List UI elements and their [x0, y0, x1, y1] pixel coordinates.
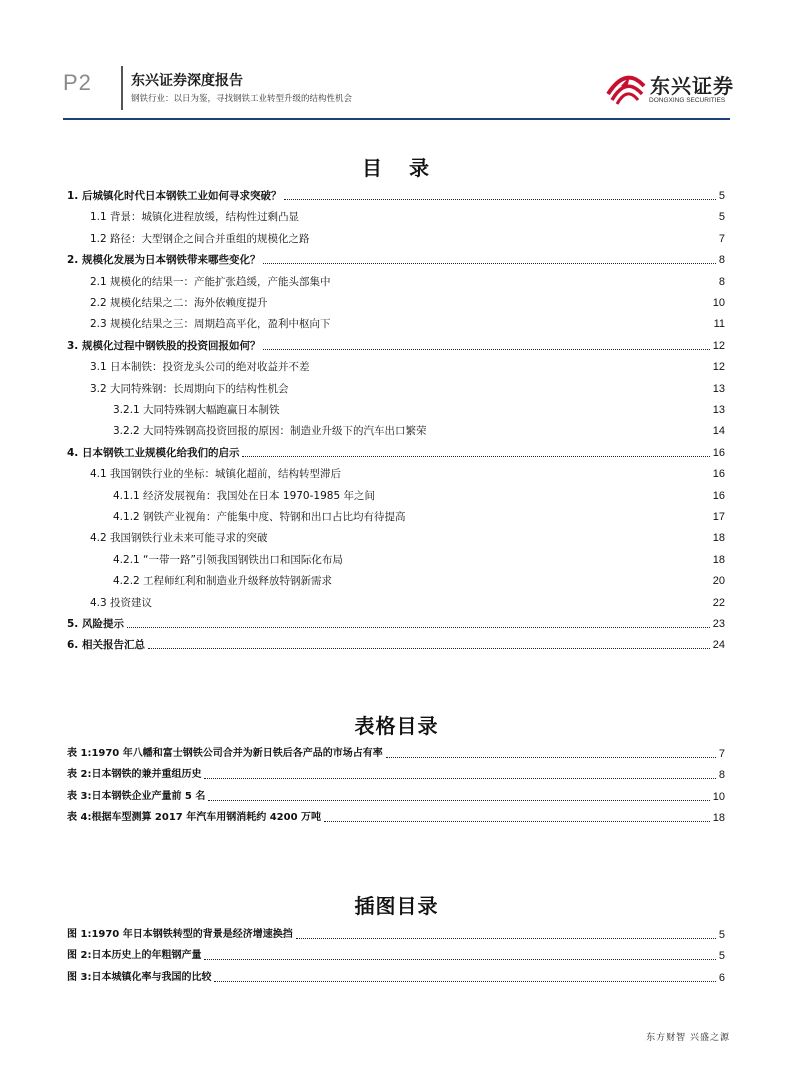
- toc-entry-page: 12: [712, 361, 725, 374]
- page-number: P2: [63, 70, 92, 95]
- toc-entry[interactable]: [67, 615, 725, 631]
- toc-entry[interactable]: [90, 294, 725, 310]
- figure-list-entry-page: 6: [718, 971, 725, 984]
- toc-entry[interactable]: [67, 444, 725, 460]
- dot-leader: [263, 263, 715, 264]
- toc-entry-page: 8: [718, 275, 725, 288]
- figure-list-entry-text: 图 1:1970 年日本钢铁转型的背景是经济增速换挡: [67, 929, 293, 940]
- dot-leader: [242, 456, 709, 457]
- table-list-entry[interactable]: [67, 745, 725, 761]
- figure-list-entry[interactable]: [67, 926, 725, 942]
- toc-entry[interactable]: [113, 572, 725, 588]
- table-list-entry[interactable]: [67, 809, 725, 825]
- table-list-entry[interactable]: [67, 766, 725, 782]
- table-list-entry-text: 表 1:1970 年八幡和富士钢铁公司合并为新日铁后各产品的市场占有率: [67, 748, 383, 759]
- toc-entry-text: 4.2.1 “一带一路”引领我国钢铁出口和国际化布局: [113, 553, 343, 566]
- toc-entry-text: 4.1.1 经济发展视角：我国处在日本 1970-1985 年之间: [113, 489, 375, 502]
- footer-slogan: 东方财智 兴盛之源: [646, 1033, 730, 1043]
- table-list-entry-page: 8: [718, 769, 725, 782]
- table-list-entry-text: 表 2:日本钢铁的兼并重组历史: [67, 769, 202, 781]
- toc-entry-page: 5: [718, 190, 725, 202]
- toc-entry-page: 20: [712, 575, 725, 588]
- toc-entry-text: 2. 规模化发展为日本钢铁带来哪些变化？: [67, 254, 261, 267]
- figure-list-entry[interactable]: [67, 947, 725, 963]
- toc-entry-page: 22: [712, 596, 725, 609]
- toc-entry-page: 24: [712, 639, 725, 652]
- logo-en-text: DONGXING SECURITIES: [649, 97, 726, 104]
- toc-entry-page: 7: [718, 232, 725, 245]
- toc-entry-page: 5: [718, 211, 725, 224]
- toc-entry[interactable]: [90, 358, 725, 374]
- dongxing-emblem-icon: [604, 64, 648, 108]
- toc-entry[interactable]: [90, 315, 725, 331]
- toc-entry-text: 4.1.2 钢铁产业视角：产能集中度、特钢和出口占比均有待提高: [113, 511, 406, 523]
- logo-cn-text: 东兴证券: [650, 74, 734, 98]
- dot-leader: [214, 981, 715, 982]
- toc-entry-text: 5. 风险提示: [67, 618, 124, 630]
- toc-entry-page: 23: [712, 618, 725, 630]
- toc-entry[interactable]: [67, 337, 725, 353]
- toc-entry[interactable]: [113, 551, 725, 567]
- dot-leader: [386, 757, 716, 758]
- table-list-entry-page: 7: [718, 748, 725, 760]
- toc-entry-page: 16: [712, 489, 725, 502]
- toc-entry[interactable]: [67, 187, 725, 203]
- toc-entry-text: 1. 后城镇化时代日本钢铁工业如何寻求突破？: [67, 190, 282, 202]
- toc-entry-text: 2.3 规模化结果之三：周期趋高平化，盈利中枢向下: [90, 318, 331, 331]
- toc-entry-page: 10: [712, 297, 725, 309]
- toc-entry-text: 4.1 我国钢铁行业的坐标：城镇化超前，结构转型滞后: [90, 468, 342, 481]
- figure-list-entry[interactable]: [67, 969, 725, 985]
- report-title: 东兴证券深度报告: [131, 73, 243, 89]
- toc-entry[interactable]: [113, 508, 725, 524]
- table-list-entry-text: 表 3:日本钢铁企业产量前 5 名: [67, 790, 206, 802]
- toc-entry[interactable]: [90, 273, 725, 289]
- toc-entry[interactable]: [90, 594, 725, 610]
- toc-entry[interactable]: [90, 208, 725, 224]
- toc-title: 目 录: [362, 156, 439, 180]
- toc-entry-text: 3. 规模化过程中钢铁股的投资回报如何？: [67, 339, 261, 352]
- toc-entry-text: 3.2 大同特殊钢：长周期向下的结构性机会: [90, 382, 289, 395]
- dot-leader: [127, 627, 710, 628]
- table-list-entry-text: 表 4:根据车型测算 2017 年汽车用钢消耗约 4200 万吨: [67, 811, 322, 823]
- toc-entry-page: 18: [712, 532, 725, 545]
- toc-entry-page: 13: [712, 382, 725, 395]
- toc-entry-text: 3.1 日本制铁：投资龙头公司的绝对收益并不差: [90, 361, 310, 374]
- toc-entry-page: 8: [718, 254, 725, 267]
- toc-entry-text: 3.2.1 大同特殊钢大幅跑赢日本制铁: [113, 404, 280, 416]
- header-divider: [121, 66, 123, 110]
- toc-entry[interactable]: [67, 251, 725, 267]
- dongxing-logo: [604, 64, 744, 112]
- table-list-entry[interactable]: [67, 788, 725, 804]
- figure-list-entry-text: 图 2:日本历史上的年粗钢产量: [67, 950, 202, 962]
- dot-leader: [208, 800, 709, 801]
- toc-entry[interactable]: [90, 529, 725, 545]
- table-list-entry-page: 18: [712, 811, 725, 824]
- toc-entry[interactable]: [67, 636, 725, 652]
- figure-list-entry-page: 5: [718, 929, 725, 941]
- toc-entry-text: 4.3 投资建议: [90, 596, 153, 609]
- figure-list-entry-text: 图 3:日本城镇化率与我国的比较: [67, 971, 212, 983]
- dot-leader: [148, 648, 710, 649]
- toc-entry-page: 16: [712, 468, 725, 481]
- dot-leader: [324, 821, 710, 822]
- dot-leader: [263, 349, 709, 350]
- toc-entry-page: 13: [712, 404, 725, 416]
- dot-leader: [284, 199, 715, 200]
- toc-entry-text: 2.2 规模化结果之二：海外依赖度提升: [90, 297, 268, 309]
- toc-entry-page: 18: [712, 553, 725, 566]
- toc-entry-text: 1.2 路径：大型钢企之间合并重组的规模化之路: [90, 232, 310, 245]
- toc-entry-text: 6. 相关报告汇总: [67, 639, 145, 652]
- toc-entry[interactable]: [113, 487, 725, 503]
- toc-entry-page: 12: [712, 339, 725, 352]
- toc-entry[interactable]: [90, 230, 725, 246]
- tables-title: 表格目录: [354, 714, 439, 738]
- toc-entry-text: 4.2.2 工程师红利和制造业升级释放特钢新需求: [113, 575, 333, 588]
- toc-entry-text: 2.1 规模化的结果一：产能扩张趋缓，产能头部集中: [90, 275, 331, 288]
- header-rule: [63, 118, 730, 120]
- toc-entry-text: 4. 日本钢铁工业规模化给我们的启示: [67, 446, 240, 459]
- toc-entry[interactable]: [90, 465, 725, 481]
- report-subtitle: 钢铁行业：以日为鉴，寻找钢铁工业转型升级的结构性机会: [131, 94, 353, 104]
- figure-list-entry-page: 5: [718, 950, 725, 963]
- toc-entry-page: 11: [713, 318, 725, 331]
- toc-entry-page: 17: [712, 511, 725, 523]
- toc-entry-text: 4.2 我国钢铁行业未来可能寻求的突破: [90, 532, 268, 545]
- dot-leader: [296, 938, 716, 939]
- toc-entry[interactable]: [113, 401, 725, 417]
- toc-entry-text: 1.1 背景：城镇化进程放缓，结构性过剩凸显: [90, 211, 300, 224]
- toc-entry[interactable]: [113, 422, 725, 438]
- toc-entry[interactable]: [90, 380, 725, 396]
- dot-leader: [204, 959, 715, 960]
- figures-title: 插图目录: [354, 894, 439, 918]
- dot-leader: [204, 778, 715, 779]
- toc-entry-page: 14: [712, 425, 725, 438]
- toc-entry-page: 16: [712, 446, 725, 459]
- table-list-entry-page: 10: [712, 790, 725, 803]
- toc-entry-text: 3.2.2 大同特殊钢高投资回报的原因：制造业升级下的汽车出口繁荣: [113, 425, 427, 438]
